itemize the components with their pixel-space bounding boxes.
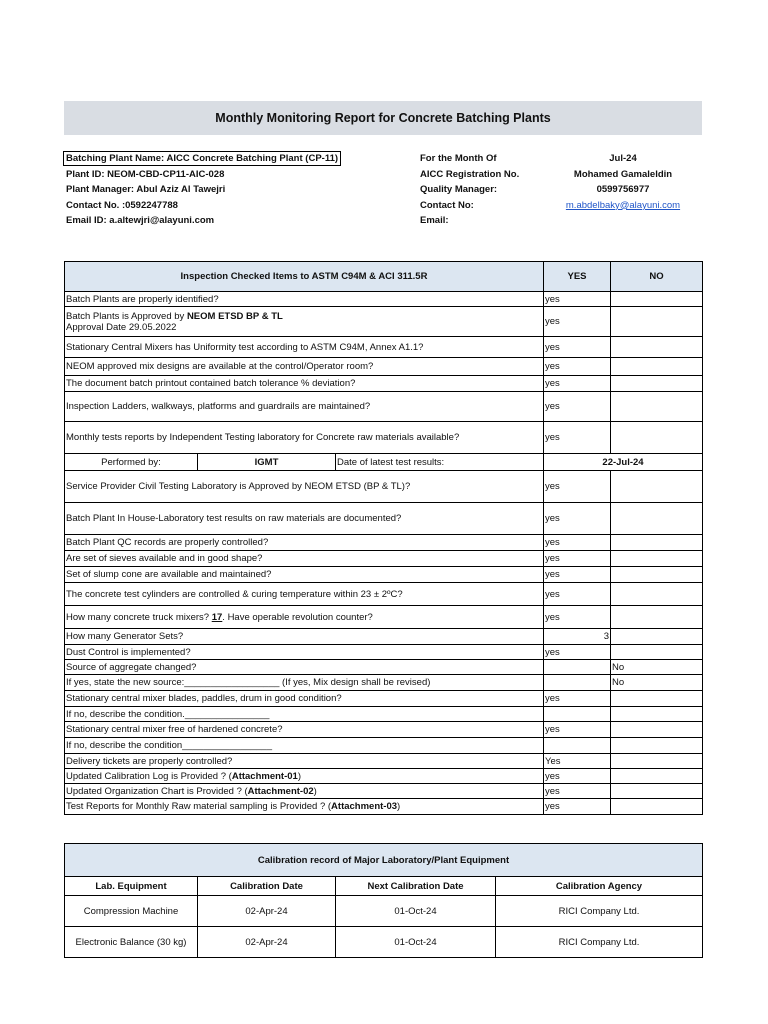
- no-cell: No: [611, 660, 703, 675]
- yes-cell: [544, 707, 611, 722]
- item-emphasis: Attachment-02: [247, 785, 314, 797]
- inspection-table: [64, 261, 703, 815]
- inspection-item: Stationary central mixer free of hardened concrete?: [65, 722, 544, 738]
- no-cell: [611, 784, 703, 799]
- table-row: [65, 551, 703, 567]
- qm-contact-value: 0599756977: [596, 184, 650, 196]
- calibration-title: Calibration record of Major Laboratory/Plant Equipment: [65, 844, 703, 877]
- yes-cell: yes: [544, 769, 611, 784]
- item-text: ): [313, 785, 317, 797]
- table-row: [65, 376, 703, 392]
- yes-cell: yes: [544, 567, 611, 583]
- calibration-date-cell: 02-Apr-24: [198, 896, 336, 927]
- table-row: [65, 754, 703, 769]
- table-row: [65, 535, 703, 551]
- no-cell: [611, 691, 703, 707]
- plant-contact: Contact No. :0592247788: [66, 199, 178, 211]
- no-cell: [611, 422, 703, 454]
- table-row: [65, 307, 703, 337]
- inspection-item: [65, 784, 544, 799]
- no-cell: [611, 722, 703, 738]
- equipment-cell: Compression Machine: [65, 896, 198, 927]
- qm-email-link[interactable]: m.abdelbaky@alayuni.com: [565, 199, 681, 211]
- no-cell: [611, 376, 703, 392]
- no-cell: [611, 567, 703, 583]
- no-cell: [611, 738, 703, 754]
- table-row: [65, 722, 703, 738]
- agency-cell: RICI Company Ltd.: [496, 927, 703, 958]
- inspection-item: If yes, state the new source:__________________ (If yes, Mix design shall be revised): [65, 675, 544, 691]
- inspection-item: Delivery tickets are properly controlled?: [65, 754, 544, 769]
- item-emphasis: Attachment-03: [331, 801, 398, 812]
- table-row: [65, 454, 703, 471]
- yes-cell: yes: [544, 606, 611, 629]
- latest-test-date-value: 22-Jul-24: [544, 454, 703, 471]
- inspection-item: How many Generator Sets?: [65, 629, 544, 645]
- qm-contact-label: Contact No:: [420, 199, 474, 211]
- agency-cell: RICI Company Ltd.: [496, 896, 703, 927]
- yes-cell: yes: [544, 358, 611, 376]
- table-row: [65, 567, 703, 583]
- inspection-item: The document batch printout contained batch tolerance % deviation?: [65, 376, 544, 392]
- col-calibration-agency: Calibration Agency: [496, 877, 703, 896]
- no-cell: [611, 606, 703, 629]
- no-cell: [611, 292, 703, 307]
- inspection-item: Monthly tests reports by Independent Testing laboratory for Concrete raw materials available?: [65, 422, 544, 454]
- table-row: [65, 799, 703, 815]
- quality-manager-value: Mohamed Gamaleldin: [573, 168, 673, 180]
- inspection-item: [65, 307, 544, 337]
- table-row: [65, 784, 703, 799]
- yes-cell: yes: [544, 376, 611, 392]
- inspection-item: [65, 799, 544, 815]
- inspection-item: Inspection Ladders, walkways, platforms and guardrails are maintained?: [65, 392, 544, 422]
- no-cell: [611, 337, 703, 358]
- yes-cell: yes: [544, 551, 611, 567]
- yes-cell: yes: [544, 583, 611, 606]
- performed-by-value: IGMT: [198, 454, 336, 471]
- inspection-item: Dust Control is implemented?: [65, 645, 544, 660]
- item-text: Updated Calibration Log is Provided ? (: [66, 770, 232, 782]
- table-row: [65, 896, 703, 927]
- report-title: Monthly Monitoring Report for Concrete Batching Plants: [64, 101, 702, 135]
- month-label: For the Month Of: [420, 153, 497, 164]
- inspection-item: If no, describe the condition.________________: [65, 707, 544, 722]
- inspection-item: NEOM approved mix designs are available at the control/Operator room?: [65, 358, 544, 376]
- col-lab-equipment: Lab. Equipment: [65, 877, 198, 896]
- inspection-item: If no, describe the condition_________________: [65, 738, 544, 754]
- no-cell: [611, 358, 703, 376]
- yes-cell: yes: [544, 307, 611, 337]
- item-emphasis: NEOM ETSD BP & TL: [186, 310, 283, 322]
- inspection-item: Stationary Central Mixers has Uniformity test according to ASTM C94M, Annex A1.1?: [65, 337, 544, 358]
- yes-cell: yes: [544, 392, 611, 422]
- item-text: Batch Plants is Approved by: [66, 310, 187, 322]
- table-row: [65, 583, 703, 606]
- table-row: [65, 606, 703, 629]
- inspection-item: The concrete test cylinders are controlled & curing temperature within 23 ± 2ºC?: [65, 583, 544, 606]
- yes-cell: yes: [544, 645, 611, 660]
- plant-id: Plant ID: NEOM-CBD-CP11-AIC-028: [66, 168, 225, 180]
- no-cell: No: [611, 675, 703, 691]
- truck-count: 17: [211, 611, 223, 623]
- col-calibration-date: Calibration Date: [198, 877, 336, 896]
- report-meta-labels: [420, 151, 519, 229]
- table-row: [65, 471, 703, 503]
- inspection-item: Are set of sieves available and in good shape?: [65, 551, 544, 567]
- item-text: . Have operable revolution counter?: [222, 611, 373, 623]
- inspection-item: [65, 606, 544, 629]
- plant-email: Email ID: a.altewjri@alayuni.com: [66, 215, 215, 227]
- no-cell: [611, 392, 703, 422]
- inspection-item: Source of aggregate changed?: [65, 660, 544, 675]
- no-cell: [611, 535, 703, 551]
- inspection-item: Stationary central mixer blades, paddles, drum in good condition?: [65, 691, 544, 707]
- quality-manager-label: Quality Manager:: [420, 184, 498, 196]
- item-text: Updated Organization Chart is Provided ? (: [66, 785, 248, 797]
- yes-cell: yes: [544, 691, 611, 707]
- yes-cell: yes: [544, 784, 611, 799]
- table-row: [65, 707, 703, 722]
- table-row: [65, 292, 703, 307]
- inspection-item: Service Provider Civil Testing Laboratory is Approved by NEOM ETSD (BP & TL)?: [65, 471, 544, 503]
- item-text: Test Reports for Monthly Raw material sampling is Provided ? (: [66, 801, 332, 812]
- no-cell: [611, 769, 703, 784]
- yes-cell: yes: [544, 471, 611, 503]
- registration-label: AICC Registration No.: [420, 168, 520, 180]
- item-emphasis: Attachment-01: [231, 770, 298, 782]
- calibration-table: [64, 843, 703, 958]
- plant-manager: Plant Manager: Abul Aziz Al Tawejri: [66, 184, 226, 196]
- inspection-header: Inspection Checked Items to ASTM C94M & ACI 311.5R: [65, 262, 544, 292]
- approval-date: Approval Date 29.05.2022: [66, 321, 177, 333]
- qm-email-label: Email:: [420, 215, 449, 227]
- month-value: Jul-24: [609, 153, 637, 164]
- report-meta-values: [556, 151, 690, 213]
- yes-cell: Yes: [544, 754, 611, 769]
- yes-header: YES: [544, 262, 611, 292]
- latest-test-date-label: Date of latest test results:: [336, 454, 544, 471]
- equipment-cell: Electronic Balance (30 kg): [65, 927, 198, 958]
- table-row: [65, 675, 703, 691]
- table-row: [65, 691, 703, 707]
- inspection-item: Batch Plants are properly identified?: [65, 292, 544, 307]
- yes-cell: yes: [544, 722, 611, 738]
- plant-name: Batching Plant Name: AICC Concrete Batching Plant (CP-11): [63, 151, 341, 166]
- next-date-cell: 01-Oct-24: [336, 927, 496, 958]
- no-cell: [611, 645, 703, 660]
- yes-cell: yes: [544, 292, 611, 307]
- table-row: [65, 392, 703, 422]
- item-text: How many concrete truck mixers?: [66, 611, 212, 623]
- yes-cell: yes: [544, 503, 611, 535]
- yes-cell: yes: [544, 337, 611, 358]
- inspection-item: [65, 769, 544, 784]
- yes-cell: [544, 660, 611, 675]
- col-next-calibration-date: Next Calibration Date: [336, 877, 496, 896]
- table-row: [65, 927, 703, 958]
- no-cell: [611, 551, 703, 567]
- no-cell: [611, 799, 703, 815]
- plant-info-block: [66, 151, 341, 229]
- inspection-item: Batch Plant In House-Laboratory test results on raw materials are documented?: [65, 503, 544, 535]
- yes-cell: [544, 675, 611, 691]
- next-date-cell: 01-Oct-24: [336, 896, 496, 927]
- yes-cell: 3: [544, 629, 611, 645]
- no-cell: [611, 503, 703, 535]
- table-row: [65, 503, 703, 535]
- table-row: [65, 629, 703, 645]
- table-row: [65, 358, 703, 376]
- no-cell: [611, 629, 703, 645]
- item-text: ): [297, 770, 301, 782]
- table-row: [65, 645, 703, 660]
- performed-by-label: Performed by:: [65, 454, 198, 471]
- inspection-item: Set of slump cone are available and maintained?: [65, 567, 544, 583]
- no-cell: [611, 307, 703, 337]
- yes-cell: yes: [544, 422, 611, 454]
- table-row: [65, 738, 703, 754]
- no-cell: [611, 707, 703, 722]
- yes-cell: yes: [544, 799, 611, 815]
- table-row: [65, 422, 703, 454]
- item-text: ): [397, 801, 401, 812]
- no-cell: [611, 754, 703, 769]
- yes-cell: yes: [544, 535, 611, 551]
- table-row: [65, 337, 703, 358]
- yes-cell: [544, 738, 611, 754]
- no-cell: [611, 471, 703, 503]
- inspection-item: Batch Plant QC records are properly controlled?: [65, 535, 544, 551]
- table-row: [65, 769, 703, 784]
- no-cell: [611, 583, 703, 606]
- table-row: [65, 660, 703, 675]
- inspection-rows: [65, 292, 703, 815]
- no-header: NO: [611, 262, 703, 292]
- calibration-date-cell: 02-Apr-24: [198, 927, 336, 958]
